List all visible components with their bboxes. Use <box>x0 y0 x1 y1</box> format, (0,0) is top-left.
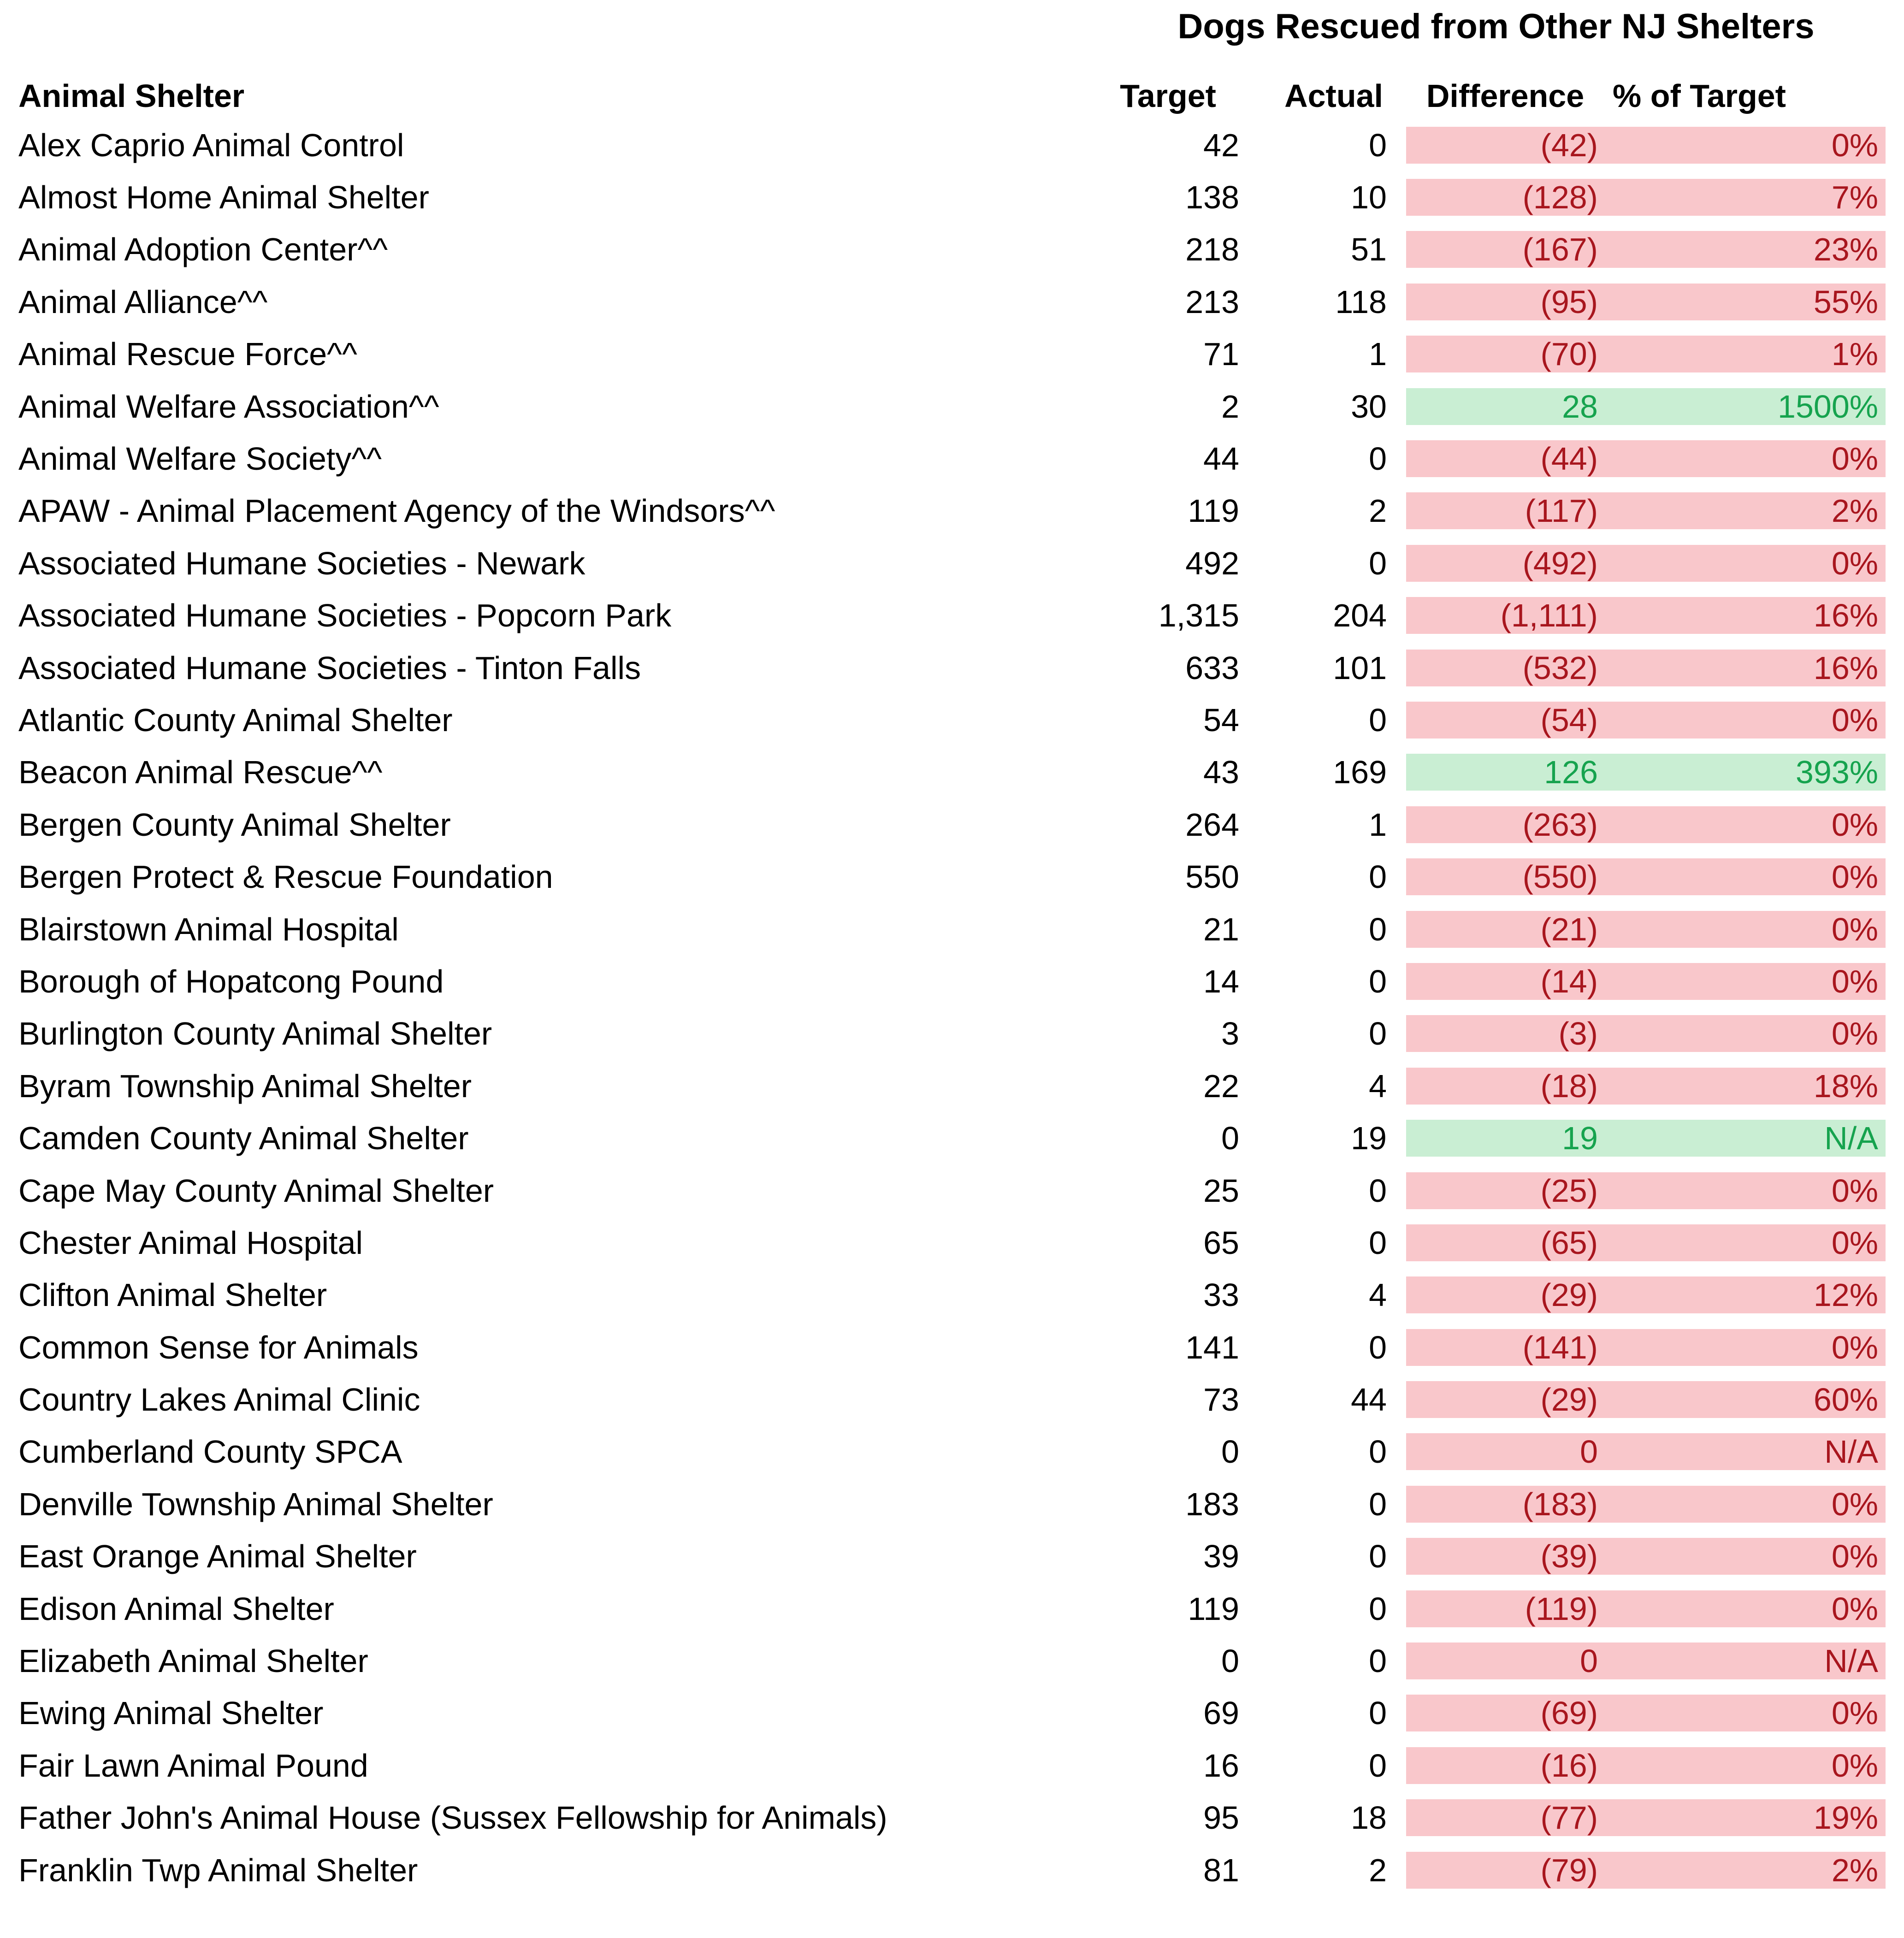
actual-cell: 19 <box>1351 1120 1387 1157</box>
pct-of-target-cell: 1500% <box>1604 388 1886 425</box>
difference-cell: (119) <box>1406 1590 1604 1627</box>
actual-cell: 4 <box>1369 1277 1387 1313</box>
actual-cell: 101 <box>1333 650 1387 686</box>
target-cell: 633 <box>1185 650 1239 686</box>
target-cell: 0 <box>1221 1120 1239 1157</box>
table-row <box>0 642 1886 694</box>
actual-cell: 169 <box>1333 754 1387 791</box>
pct-of-target-cell: 0% <box>1604 1695 1886 1731</box>
difference-cell: (69) <box>1406 1695 1604 1731</box>
table-row <box>0 1792 1886 1844</box>
shelter-name-cell: Cape May County Animal Shelter <box>18 1172 494 1209</box>
shelter-name-cell: Atlantic County Animal Shelter <box>18 702 453 738</box>
table-row <box>0 1217 1886 1269</box>
target-cell: 81 <box>1203 1852 1239 1888</box>
pct-of-target-cell: 2% <box>1604 1852 1886 1889</box>
difference-cell: (16) <box>1406 1747 1604 1784</box>
actual-cell: 0 <box>1369 859 1387 895</box>
actual-cell: 30 <box>1351 388 1387 425</box>
table-row <box>0 380 1886 432</box>
difference-cell: (14) <box>1406 963 1604 1000</box>
difference-cell: 19 <box>1406 1120 1604 1157</box>
column-header-pct-of-target: % of Target <box>1613 78 1786 114</box>
difference-cell: (42) <box>1406 127 1604 164</box>
shelter-name-cell: APAW - Animal Placement Agency of the Windsors^^ <box>18 493 775 529</box>
difference-cell: (550) <box>1406 858 1604 895</box>
actual-cell: 0 <box>1369 963 1387 999</box>
shelter-name-cell: Beacon Animal Rescue^^ <box>18 754 383 791</box>
table-row <box>0 1687 1886 1739</box>
actual-cell: 0 <box>1369 1590 1387 1627</box>
table-row <box>0 432 1886 484</box>
target-cell: 218 <box>1185 231 1239 268</box>
shelter-name-cell: Associated Humane Societies - Newark <box>18 545 585 581</box>
table-title: Dogs Rescued from Other NJ Shelters <box>1177 7 1815 46</box>
target-cell: 1,315 <box>1158 597 1239 634</box>
pct-of-target-cell: 0% <box>1604 1590 1886 1627</box>
actual-cell: 0 <box>1369 1538 1387 1575</box>
shelter-name-cell: Borough of Hopatcong Pound <box>18 963 444 999</box>
shelter-name-cell: Camden County Animal Shelter <box>18 1120 469 1157</box>
actual-cell: 44 <box>1351 1382 1387 1418</box>
table-row <box>0 798 1886 851</box>
pct-of-target-cell: 0% <box>1604 963 1886 1000</box>
difference-cell: (54) <box>1406 702 1604 739</box>
difference-cell: (25) <box>1406 1172 1604 1209</box>
pct-of-target-cell: 16% <box>1604 597 1886 634</box>
difference-cell: (44) <box>1406 440 1604 477</box>
target-cell: 22 <box>1203 1068 1239 1104</box>
actual-cell: 0 <box>1369 545 1387 581</box>
difference-cell: (1,111) <box>1406 597 1604 634</box>
pct-of-target-cell: 0% <box>1604 858 1886 895</box>
target-cell: 264 <box>1185 806 1239 843</box>
pct-of-target-cell: 0% <box>1604 1486 1886 1523</box>
pct-of-target-cell: 2% <box>1604 492 1886 529</box>
actual-cell: 0 <box>1369 1329 1387 1365</box>
difference-cell: (141) <box>1406 1329 1604 1366</box>
target-cell: 65 <box>1203 1224 1239 1261</box>
actual-cell: 0 <box>1369 1747 1387 1784</box>
target-cell: 0 <box>1221 1643 1239 1679</box>
shelter-name-cell: Animal Adoption Center^^ <box>18 231 388 268</box>
table-row <box>0 1060 1886 1112</box>
shelter-name-cell: Associated Humane Societies - Tinton Falls <box>18 650 641 686</box>
target-cell: 492 <box>1185 545 1239 581</box>
difference-cell: (95) <box>1406 284 1604 320</box>
target-cell: 73 <box>1203 1382 1239 1418</box>
pct-of-target-cell: 23% <box>1604 231 1886 268</box>
target-cell: 119 <box>1188 493 1239 529</box>
shelter-name-cell: Animal Alliance^^ <box>18 284 268 320</box>
pct-of-target-cell: 19% <box>1604 1799 1886 1836</box>
difference-cell: (65) <box>1406 1224 1604 1261</box>
shelter-name-cell: Bergen County Animal Shelter <box>18 806 451 843</box>
target-cell: 213 <box>1185 284 1239 320</box>
pct-of-target-cell: 0% <box>1604 127 1886 164</box>
shelter-name-cell: Country Lakes Animal Clinic <box>18 1382 420 1418</box>
pct-of-target-cell: 0% <box>1604 1172 1886 1209</box>
shelter-name-cell: Almost Home Animal Shelter <box>18 179 429 216</box>
shelter-name-cell: Ewing Animal Shelter <box>18 1695 324 1731</box>
pct-of-target-cell: 55% <box>1604 284 1886 320</box>
actual-cell: 1 <box>1369 806 1387 843</box>
shelter-name-cell: Fair Lawn Animal Pound <box>18 1747 368 1784</box>
pct-of-target-cell: 0% <box>1604 702 1886 739</box>
table-row <box>0 955 1886 1007</box>
table-row <box>0 694 1886 746</box>
table-row <box>0 1739 1886 1791</box>
difference-cell: (183) <box>1406 1486 1604 1523</box>
pct-of-target-cell: 16% <box>1604 650 1886 686</box>
pct-of-target-cell: N/A <box>1604 1120 1886 1157</box>
actual-cell: 0 <box>1369 127 1387 163</box>
pct-of-target-cell: 0% <box>1604 440 1886 477</box>
table-row <box>0 1321 1886 1373</box>
shelter-name-cell: Blairstown Animal Hospital <box>18 911 399 947</box>
table-row <box>0 1112 1886 1164</box>
difference-cell: (18) <box>1406 1068 1604 1105</box>
target-cell: 25 <box>1203 1172 1239 1209</box>
target-cell: 42 <box>1203 127 1239 163</box>
target-cell: 119 <box>1188 1590 1239 1627</box>
shelter-name-cell: Associated Humane Societies - Popcorn Park <box>18 597 672 634</box>
actual-cell: 4 <box>1369 1068 1387 1104</box>
shelter-name-cell: Burlington County Animal Shelter <box>18 1016 492 1052</box>
column-header-target: Target <box>1120 78 1216 114</box>
pct-of-target-cell: 12% <box>1604 1276 1886 1313</box>
actual-cell: 118 <box>1335 284 1387 320</box>
pct-of-target-cell: 1% <box>1604 336 1886 372</box>
actual-cell: 10 <box>1351 179 1387 216</box>
pct-of-target-cell: 7% <box>1604 179 1886 216</box>
shelter-name-cell: Elizabeth Animal Shelter <box>18 1643 368 1679</box>
actual-cell: 51 <box>1351 231 1387 268</box>
target-cell: 2 <box>1221 388 1239 425</box>
pct-of-target-cell: 60% <box>1604 1381 1886 1418</box>
target-cell: 550 <box>1185 859 1239 895</box>
pct-of-target-cell: 0% <box>1604 1747 1886 1784</box>
pct-of-target-cell: N/A <box>1604 1643 1886 1679</box>
difference-cell: (263) <box>1406 806 1604 843</box>
table-row <box>0 851 1886 903</box>
difference-cell: 126 <box>1406 754 1604 791</box>
shelter-name-cell: Byram Township Animal Shelter <box>18 1068 472 1104</box>
actual-cell: 2 <box>1369 1852 1387 1888</box>
pct-of-target-cell: 0% <box>1604 1329 1886 1366</box>
target-cell: 16 <box>1203 1747 1239 1784</box>
pct-of-target-cell: 0% <box>1604 911 1886 948</box>
shelter-name-cell: East Orange Animal Shelter <box>18 1538 417 1575</box>
table-row <box>0 1478 1886 1530</box>
actual-cell: 0 <box>1369 441 1387 477</box>
shelter-name-cell: Alex Caprio Animal Control <box>18 127 404 163</box>
shelter-name-cell: Animal Welfare Association^^ <box>18 388 439 425</box>
pct-of-target-cell: 0% <box>1604 1538 1886 1575</box>
target-cell: 183 <box>1185 1486 1239 1522</box>
table-row <box>0 224 1886 276</box>
shelter-name-cell: Cumberland County SPCA <box>18 1434 402 1470</box>
table-row <box>0 119 1886 171</box>
difference-cell: (79) <box>1406 1852 1604 1889</box>
pct-of-target-cell: N/A <box>1604 1433 1886 1470</box>
actual-cell: 2 <box>1369 493 1387 529</box>
pct-of-target-cell: 0% <box>1604 1015 1886 1052</box>
difference-cell: (167) <box>1406 231 1604 268</box>
difference-cell: (128) <box>1406 179 1604 216</box>
pct-of-target-cell: 18% <box>1604 1068 1886 1105</box>
column-header-animal-shelter: Animal Shelter <box>18 78 245 114</box>
table-row <box>0 171 1886 223</box>
pct-of-target-cell: 0% <box>1604 806 1886 843</box>
shelter-name-cell: Common Sense for Animals <box>18 1329 419 1365</box>
actual-cell: 0 <box>1369 911 1387 947</box>
table-row <box>0 1269 1886 1321</box>
target-cell: 39 <box>1203 1538 1239 1575</box>
table-row <box>0 485 1886 537</box>
table-row <box>0 1583 1886 1635</box>
actual-cell: 0 <box>1369 1172 1387 1209</box>
table-row <box>0 537 1886 589</box>
target-cell: 141 <box>1185 1329 1239 1365</box>
shelter-name-cell: Bergen Protect & Rescue Foundation <box>18 859 553 895</box>
target-cell: 3 <box>1221 1016 1239 1052</box>
target-cell: 95 <box>1203 1800 1239 1836</box>
shelter-name-cell: Animal Welfare Society^^ <box>18 441 382 477</box>
header-row <box>0 52 1886 119</box>
shelter-name-cell: Animal Rescue Force^^ <box>18 336 357 372</box>
difference-cell: (77) <box>1406 1799 1604 1836</box>
actual-cell: 0 <box>1369 1016 1387 1052</box>
actual-cell: 1 <box>1369 336 1387 372</box>
difference-cell: 28 <box>1406 388 1604 425</box>
difference-cell: (117) <box>1406 492 1604 529</box>
actual-cell: 0 <box>1369 702 1387 738</box>
table-row <box>0 1164 1886 1217</box>
target-cell: 14 <box>1203 963 1239 999</box>
difference-cell: (70) <box>1406 336 1604 372</box>
actual-cell: 204 <box>1333 597 1387 634</box>
target-cell: 69 <box>1203 1695 1239 1731</box>
actual-cell: 18 <box>1351 1800 1387 1836</box>
difference-cell: (29) <box>1406 1276 1604 1313</box>
table-row <box>0 1426 1886 1478</box>
actual-cell: 0 <box>1369 1643 1387 1679</box>
target-cell: 33 <box>1203 1277 1239 1313</box>
column-header-actual: Actual <box>1284 78 1383 114</box>
pct-of-target-cell: 0% <box>1604 545 1886 582</box>
table-row <box>0 328 1886 380</box>
table-body <box>0 119 1904 1896</box>
pct-of-target-cell: 0% <box>1604 1224 1886 1261</box>
shelter-name-cell: Clifton Animal Shelter <box>18 1277 327 1313</box>
difference-cell: (532) <box>1406 650 1604 686</box>
difference-cell: (3) <box>1406 1015 1604 1052</box>
actual-cell: 0 <box>1369 1486 1387 1522</box>
title-bar <box>0 0 1904 52</box>
shelter-name-cell: Edison Animal Shelter <box>18 1590 334 1627</box>
column-header-difference: Difference <box>1426 78 1585 114</box>
table-row <box>0 1373 1886 1425</box>
table-row <box>0 903 1886 955</box>
shelter-name-cell: Denville Township Animal Shelter <box>18 1486 493 1522</box>
shelter-name-cell: Franklin Twp Animal Shelter <box>18 1852 418 1888</box>
table-row <box>0 1530 1886 1583</box>
target-cell: 44 <box>1203 441 1239 477</box>
actual-cell: 0 <box>1369 1695 1387 1731</box>
table-row <box>0 1008 1886 1060</box>
difference-cell: (29) <box>1406 1381 1604 1418</box>
table-row <box>0 276 1886 328</box>
target-cell: 21 <box>1203 911 1239 947</box>
pct-of-target-cell: 393% <box>1604 754 1886 791</box>
actual-cell: 0 <box>1369 1224 1387 1261</box>
difference-cell: (21) <box>1406 911 1604 948</box>
target-cell: 138 <box>1185 179 1239 216</box>
table-row <box>0 1635 1886 1687</box>
table-row <box>0 1844 1886 1896</box>
difference-cell: 0 <box>1406 1433 1604 1470</box>
target-cell: 43 <box>1203 754 1239 791</box>
table-row <box>0 590 1886 642</box>
target-cell: 54 <box>1203 702 1239 738</box>
actual-cell: 0 <box>1369 1434 1387 1470</box>
table-row <box>0 746 1886 798</box>
shelter-name-cell: Father John's Animal House (Sussex Fellowship for Animals) <box>18 1800 887 1836</box>
difference-cell: (39) <box>1406 1538 1604 1575</box>
difference-cell: (492) <box>1406 545 1604 582</box>
difference-cell: 0 <box>1406 1643 1604 1679</box>
target-cell: 71 <box>1203 336 1239 372</box>
shelter-name-cell: Chester Animal Hospital <box>18 1224 363 1261</box>
target-cell: 0 <box>1221 1434 1239 1470</box>
